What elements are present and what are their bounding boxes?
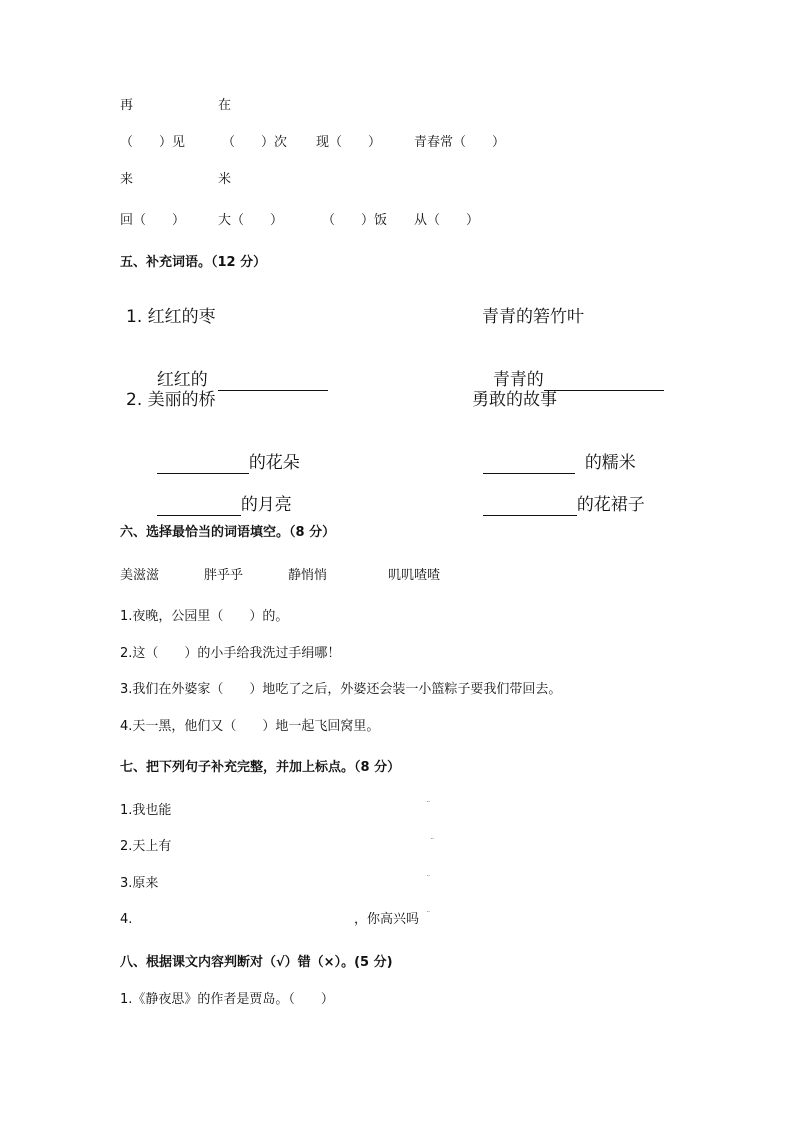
question-7-3-mark: ¨ (426, 875, 431, 885)
section-7-heading: 七、把下列句子补充完整，并加上标点。（8 分） (120, 760, 401, 775)
blank-huaduo-label: 的花朵 (248, 453, 300, 473)
question-6-3: 3.我们在外婆家（ ）地吃了之后，外婆还会装一小篮粽子要我们带回去。 (120, 682, 562, 697)
question-7-2-mark: ¨ (430, 838, 435, 848)
question-7-4: 4. (120, 912, 133, 927)
item-1-left-blank (146, 347, 328, 391)
blank-nuomi (472, 430, 636, 474)
fill-ci: （ ）次 (222, 135, 288, 150)
question-8-1: 1.《静夜思》的作者是贾岛。（ ） (120, 992, 334, 1007)
question-7-4-mark: ¨ (426, 911, 431, 921)
fill-xian: 现（ ） (316, 135, 382, 150)
question-6-4: 4.天一黑，他们又（ ）地一起飞回窝里。 (120, 719, 380, 734)
item-1-right: 青青的箬竹叶 (482, 307, 584, 327)
item-1-left-blank-label: 红红的 (156, 370, 208, 390)
answer-line (218, 389, 328, 391)
blank-huaqunzi-label: 的花裙子 (576, 495, 645, 515)
answer-line (483, 514, 577, 516)
blank-huaduo (146, 430, 300, 474)
fill-jian: （ ）见 (120, 135, 186, 150)
word-meizizi: 美滋滋 (120, 568, 160, 583)
section-5-heading: 五、补充词语。（12 分） (120, 255, 267, 270)
char-zai-top: 再 (120, 98, 134, 113)
blank-yueliang-label: 的月亮 (240, 495, 292, 515)
question-6-2: 2.这（ ）的小手给我洗过手绢哪！ (120, 646, 341, 661)
blank-yueliang (146, 472, 292, 516)
item-1-right-blank-label: 青青的 (492, 370, 544, 390)
question-6-1: 1.夜晚，公园里（ ）的。 (120, 609, 289, 624)
char-lai: 来 (120, 172, 134, 187)
fill-fan: （ ）饭 (322, 213, 388, 228)
item-2-right: 勇敢的故事 (472, 390, 557, 410)
item-1-left: 1. 红红的枣 (126, 307, 216, 327)
question-7-4-tail: ，你高兴吗 (354, 912, 420, 927)
char-mi: 米 (218, 172, 232, 187)
answer-line (157, 514, 241, 516)
item-1-right-blank (482, 347, 664, 391)
question-7-1: 1.我也能 (120, 803, 172, 818)
word-jingqiaoqiao: 静悄悄 (288, 568, 328, 583)
char-zai-in: 在 (218, 98, 232, 113)
item-2-left: 2. 美丽的桥 (126, 390, 216, 410)
question-7-2: 2.天上有 (120, 839, 172, 854)
section-6-heading: 六、选择最恰当的词语填空。（8 分） (120, 525, 336, 540)
word-panghuhu: 胖乎乎 (204, 568, 244, 583)
answer-line (544, 389, 664, 391)
blank-huaqunzi (472, 472, 645, 516)
blank-nuomi-label: 的糯米 (584, 453, 636, 473)
fill-qingchun: 青春常（ ） (414, 135, 506, 150)
section-8-heading: 八、根据课文内容判断对（√）错（×）。(5 分) (120, 955, 393, 970)
fill-da: 大（ ） (218, 213, 284, 228)
fill-hui: 回（ ） (120, 213, 186, 228)
question-7-3: 3.原来 (120, 876, 159, 891)
fill-cong: 从（ ） (414, 213, 480, 228)
question-7-1-mark: ¨ (426, 801, 431, 811)
word-jijizhazha: 叽叽喳喳 (388, 568, 441, 583)
